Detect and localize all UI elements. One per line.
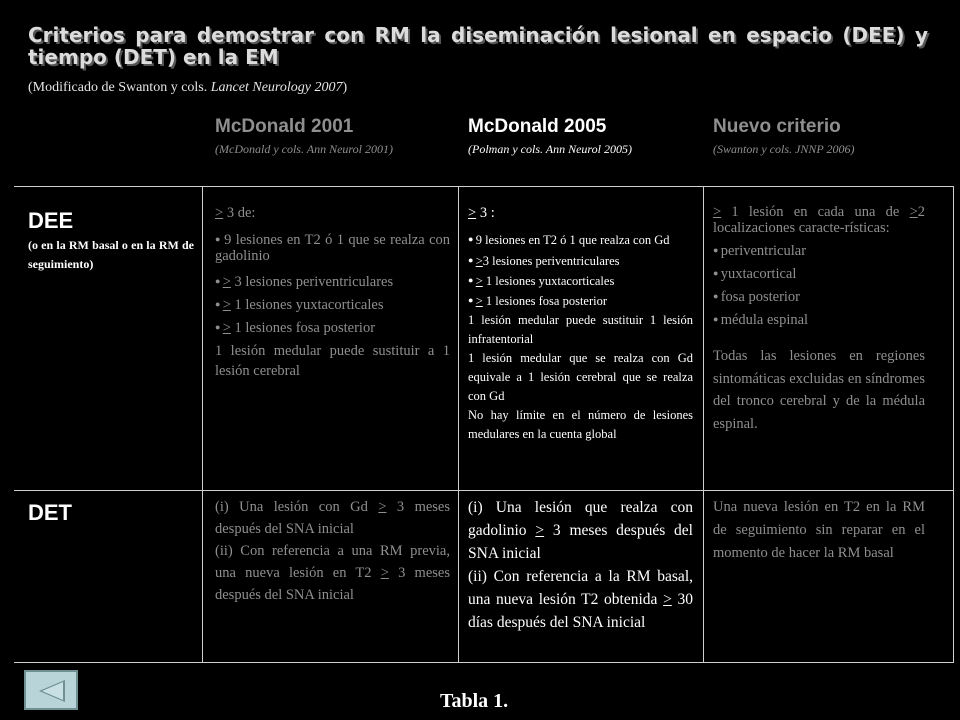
- list-item: ● periventricular: [713, 239, 925, 262]
- table-caption: Tabla 1.: [440, 690, 509, 712]
- slide-title: Criterios para demostrar con RM la diseminación lesional en espacio (DEE) y tiempo (DET) en la EM: [28, 23, 928, 69]
- list-item: ● > 1 lesiones yuxtacorticales: [468, 271, 693, 291]
- list-item: ● 9 lesiones en T2 ó 1 que realza con Gd: [468, 231, 693, 248]
- previous-slide-button[interactable]: [24, 670, 78, 710]
- table-divider-3: [703, 186, 704, 662]
- cell-det-nuevo-criterio: Una nueva lesión en T2 en la RM de seguimiento sin reparar en el momento de hacer la RM basal: [713, 499, 925, 561]
- slide-subtitle: (Modificado de Swanton y cols. Lancet Neurology 2007): [28, 80, 348, 95]
- back-arrow-icon: [35, 678, 67, 704]
- column-header-mcdonald-2005: McDonald 2005: [468, 116, 607, 137]
- table-divider-4: [953, 186, 954, 662]
- list-item: ● > 1 lesiones yuxtacorticales: [215, 295, 450, 315]
- cell-dee-mcdonald-2001: > 3 de: ● 9 lesiones en T2 ó 1 que se realza con gadolinio ● > 3 lesiones periventriculares ● > 1 lesiones yuxtacorticales ● > 1 lesiones fosa posterior 1 lesión medular puede sustituir a 1 lesión cerebral: [215, 204, 450, 381]
- cell-det-mcdonald-2005: (i) Una lesión que realza con gadolinio > 3 meses después del SNA inicial (ii) Con referencia a la RM basal, una nueva lesión T2 obtenida > 30 días después del SNA inicial: [468, 499, 693, 631]
- row-label-det: DET: [28, 500, 72, 525]
- row-sublabel-dee: (o en la RM basal o en la RM de seguimiento): [28, 238, 194, 271]
- list-item: ● médula espinal: [713, 308, 925, 331]
- table-rule-middle: [14, 490, 954, 491]
- cell-dee-mcdonald-2005: > 3 : ● 9 lesiones en T2 ó 1 que realza con Gd ● >3 lesiones periventriculares ● > 1 lesiones yuxtacorticales ● > 1 lesiones fosa posterior 1 lesión medular puede sustituir 1 lesión infratentorial 1 lesión medular que se realza con Gd equivale a 1 lesión cerebral que se realza con Gd No hay límite en el número de lesiones medulares en la cuenta global: [468, 204, 693, 444]
- row-label-dee: DEE: [28, 208, 74, 233]
- list-item: ● > 1 lesiones fosa posterior: [215, 318, 450, 338]
- cell-dee-nuevo-criterio: > 1 lesión en cada una de >2 localizaciones caracte-rísticas: ● periventricular ● yuxtacortical ● fosa posterior ● médula espinal Todas las lesiones en regiones sintomáticas excluidas en síndromes del tronco cerebral y de la médula espinal.: [713, 204, 925, 435]
- list-item: ● >3 lesiones periventriculares: [468, 251, 693, 271]
- column-ref-nuevo-criterio: (Swanton y cols. JNNP 2006): [713, 142, 855, 156]
- list-item: ● > 1 lesiones fosa posterior: [468, 291, 693, 311]
- list-item: ● fosa posterior: [713, 285, 925, 308]
- column-ref-mcdonald-2001: (McDonald y cols. Ann Neurol 2001): [215, 142, 393, 156]
- list-item: ● yuxtacortical: [713, 262, 925, 285]
- cell-det-mcdonald-2001: (i) Una lesión con Gd > 3 meses después del SNA inicial (ii) Con referencia a una RM previa, una nueva lesión en T2 > 3 meses después del SNA inicial: [215, 499, 451, 603]
- column-ref-mcdonald-2005: (Polman y cols. Ann Neurol 2005): [468, 142, 632, 156]
- list-item: ● > 3 lesiones periventriculares: [215, 272, 450, 292]
- column-header-nuevo-criterio: Nuevo criterio: [713, 116, 841, 137]
- column-header-mcdonald-2001: McDonald 2001: [215, 116, 354, 137]
- table-rule-bottom: [14, 662, 954, 663]
- table-rule-top: [14, 186, 954, 187]
- list-item: ● 9 lesiones en T2 ó 1 que se realza con gadolinio: [215, 231, 450, 264]
- table-divider-2: [458, 186, 459, 662]
- table-divider-1: [202, 186, 203, 662]
